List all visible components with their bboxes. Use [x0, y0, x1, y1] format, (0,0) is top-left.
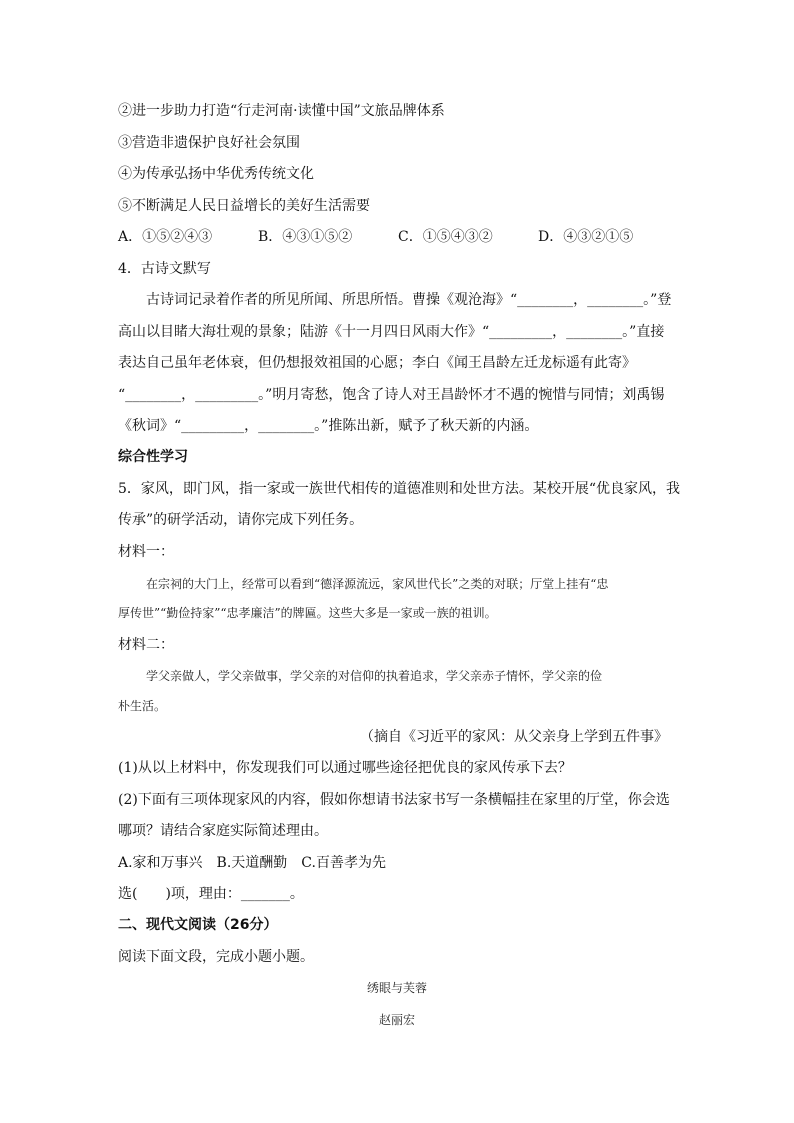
- option-d: D．④③②①⑤: [538, 229, 634, 245]
- answer-options: [118, 227, 633, 247]
- material-label: 材料一：: [118, 544, 174, 560]
- list-item: ④为传承弘扬中华优秀传统文化: [118, 166, 314, 182]
- answer-line: 选( )项，理由：_______。: [118, 886, 304, 902]
- paragraph-line: 《秋词》“_________，________。”推陈出新，赋予了秋天新的内涵。: [118, 418, 539, 434]
- paragraph-line: 古诗词记录着作者的所见所闻、所思所悟。曹操《观沧海》“________，________。”登: [146, 292, 672, 308]
- list-item: ⑤不断满足人民日益增长的美好生活需要: [118, 198, 370, 214]
- list-item: ②进一步助力打造“行走河南·读懂中国”文旅品牌体系: [118, 103, 445, 119]
- option-c: C．①⑤④③②: [398, 229, 493, 245]
- paragraph-line: “________，_________。”明月寄愁，饱含了诗人对王昌龄怀才不遇的惋惜与同情；刘禹锡: [118, 387, 665, 403]
- article-title: 绣眼与芙蓉: [366, 981, 427, 995]
- material-text: 厚传世”“勤俭持家”“忠孝廉洁”的牌匾。这些大多是一家或一族的祖训。: [118, 606, 497, 620]
- section-heading: 二、现代文阅读（26分）: [118, 917, 278, 933]
- choices-line: A.家和万事兴 B.天道酬勤 C.百善孝为先: [118, 855, 386, 871]
- paragraph-line: 5．家风，即门风，指一家或一族世代相传的道德准则和处世方法。某校开展“优良家风，我: [118, 481, 681, 497]
- sub-question: (1)从以上材料中，你发现我们可以通过哪些途径把优良的家风传承下去？: [118, 760, 572, 776]
- paragraph-line: 高山以目睹大海壮观的景象；陆游《十一月四日风雨大作》“_________，________。”直接: [118, 324, 665, 340]
- option-b: B．④③①⑤②: [258, 229, 353, 245]
- section-heading: 综合性学习: [118, 449, 188, 465]
- article-author: 赵丽宏: [378, 1013, 415, 1027]
- sub-question: (2)下面有三项体现家风的内容，假如你想请书法家书写一条横幅挂在家里的厅堂，你会选: [118, 792, 670, 808]
- material-text: 学父亲做人，学父亲做事，学父亲的对信仰的执着追求，学父亲赤子情怀，学父亲的俭: [146, 669, 603, 683]
- material-label: 材料二：: [118, 637, 174, 653]
- paragraph-line: 传承”的研学活动，请你完成下列任务。: [118, 512, 364, 528]
- option-a: A．①⑤②④③: [118, 229, 213, 245]
- question-4-title: 4．古诗文默写: [118, 261, 211, 277]
- list-item: ③营造非遗保护良好社会氛围: [118, 135, 300, 151]
- material-text: 在宗祠的大门上，经常可以看到“德泽源流远，家风世代长”之类的对联；厅堂上挂有“忠: [146, 577, 609, 591]
- sub-question: 哪项？请结合家庭实际简述理由。: [118, 823, 328, 839]
- source-citation: （摘自《习近平的家风：从父亲身上学到五件事》: [360, 729, 668, 745]
- material-text: 朴生活。: [118, 699, 167, 713]
- instruction-line: 阅读下面文段，完成小题小题。: [118, 949, 314, 965]
- paragraph-line: 表达自己虽年老体衰，但仍想报效祖国的心愿；李白《闻王昌龄左迁龙标遥有此寄》: [118, 355, 636, 371]
